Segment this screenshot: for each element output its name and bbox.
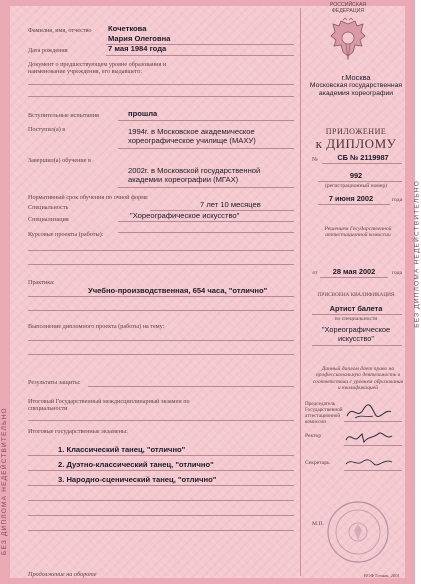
institution-value: Московская государственная академия хореографии: [309, 82, 403, 97]
qualification-value: Артист балета: [329, 304, 383, 313]
specialty-underline: [118, 221, 294, 222]
enrolled-label: Поступил(а) в: [28, 126, 66, 133]
practice-underline: [28, 296, 294, 297]
specialization-label: Специализация: [28, 216, 69, 223]
side-warning-right: БЕЗ ДИПЛОМА НЕДЕЙСТВИТЕЛЬНО: [414, 180, 421, 328]
chair-underline: [344, 421, 402, 422]
reg-number: 992: [349, 171, 363, 180]
rector-underline: [344, 445, 402, 446]
practice-value: Учебно-производственная, 654 часа, "отлично": [88, 286, 268, 295]
exam-3-underline: [28, 485, 294, 486]
duration-label: Нормативный срок обучения по очной форме: [28, 194, 148, 201]
thesis-line-1: [28, 340, 294, 341]
surname-label: Фамилия, имя, отчество: [28, 27, 92, 34]
coat-of-arms-emblem: [329, 18, 367, 62]
appendix-title-2: к ДИПЛОМУ: [315, 136, 397, 151]
entrance-label: Вступительные испытания: [28, 112, 99, 119]
qualification-specialty-underline: [312, 345, 402, 346]
enrolled-value: 1994г. в Московское академическое хореографическое училище (МАХУ): [128, 127, 256, 145]
surname-value: Кочеткова: [108, 24, 147, 33]
practice-label: Практика:: [28, 279, 55, 286]
country-label: РОССИЙСКАЯ ФЕДЕРАЦИЯ: [329, 2, 367, 14]
city-value: г.Москва: [341, 73, 371, 82]
issue-date: 7 июня 2002: [328, 194, 374, 203]
commission-year-suffix: года: [391, 270, 403, 276]
practice-line-2: [28, 310, 294, 311]
exam-2: 2. Дуэтно-классический танец, "отлично": [58, 460, 214, 469]
entrance-value: прошла: [128, 109, 158, 118]
reg-label: (регистрационный номер): [325, 183, 387, 189]
coursework-line-2: [28, 264, 294, 265]
footer-continued: Продолжение на обороте: [28, 571, 97, 578]
prior-edu-line-2: [28, 96, 294, 97]
exam-line-4: [28, 500, 294, 501]
defense-label: Результаты защиты:: [28, 379, 81, 386]
dob-label: Дата рождения: [28, 47, 68, 54]
prior-edu-line-1: [28, 84, 294, 85]
finished-underline: [118, 187, 294, 188]
issue-date-underline: [318, 204, 390, 205]
entrance-underline: [118, 120, 294, 121]
number-underline: [322, 163, 402, 164]
official-seal: [326, 500, 390, 564]
dob-value: 7 мая 1984 года: [108, 44, 167, 53]
secretary-signature: [344, 454, 394, 470]
secretary-underline: [344, 470, 402, 471]
chair-signature: [345, 402, 393, 422]
by-specialty-label: по специальности: [334, 316, 378, 322]
secretary-label: Секретарь: [305, 460, 330, 466]
specialization-underline: [118, 232, 294, 233]
exam-line-5: [28, 515, 294, 516]
coursework-label: Курсовые проекты (работы):: [28, 231, 104, 238]
finished-value: 2002г. в Московской государственной академии хореографии (МГАХ): [128, 166, 261, 184]
bottom-border: [0, 578, 415, 584]
given-names-value: Мария Олеговна: [108, 34, 171, 43]
number-prefix: №: [312, 156, 318, 163]
specialty-value: "Хореографическое искусство": [130, 211, 240, 220]
interdisc-label: Итоговый Государственный междисциплинарный экзамен по специальности: [28, 398, 190, 413]
chair-label: Председатель Государственной аттестационной комиссии: [305, 401, 343, 425]
reg-underline: [318, 181, 402, 182]
rector-label: Ректор: [305, 433, 322, 439]
qualification-underline: [312, 314, 402, 315]
duration-value: 7 лет 10 месяцев: [200, 200, 261, 209]
prior-edu-label: Документ о предшествующем уровне образования и наименование учреждения, его выдавшего:: [28, 61, 167, 76]
validity-note: Данный диплом дает право на профессиональную деятельность в соответствии с уровнем образования и квалификацией: [312, 366, 404, 392]
exam-3: 3. Народно-сценический танец, "отлично": [58, 475, 217, 484]
defense-underline: [88, 386, 294, 387]
diploma-number: СБ № 2119987: [337, 153, 389, 162]
thesis-line-2: [28, 354, 294, 355]
commission-date-underline: [320, 277, 388, 278]
enrolled-underline: [118, 148, 294, 149]
side-warning-left: БЕЗ ДИПЛОМА НЕДЕЙСТВИТЕЛЬНО: [1, 407, 8, 555]
qualification-specialty: "Хореографическое искусство": [321, 325, 391, 343]
exam-line-6: [28, 530, 294, 531]
finished-label: Завершил(а) обучение в: [28, 157, 91, 164]
from-label: от: [312, 270, 318, 276]
commission-date: 28 мая 2002: [332, 267, 376, 276]
exam-1: 1. Классический танец, "отлично": [58, 445, 186, 454]
exam-2-underline: [28, 470, 294, 471]
stamp-label: М.П.: [312, 521, 324, 527]
rector-signature: [344, 428, 394, 446]
thesis-label: Выполнение дипломного проекта (работы) на тему:: [28, 323, 165, 330]
qualification-label: ПРИСВОЕНА КВАЛИФИКАЦИЯ: [317, 292, 395, 298]
final-exams-label: Итоговые государственные экзамены:: [28, 428, 128, 435]
print-note: ВОФ Гознак, 2001: [364, 573, 400, 578]
column-divider: [300, 8, 301, 576]
commission-label: Решением Государственной аттестационной комиссии: [324, 226, 392, 239]
exam-1-underline: [28, 455, 294, 456]
specialty-label: Специальность: [28, 204, 69, 211]
issue-year-suffix: года: [391, 197, 403, 203]
dob-underline: [106, 55, 294, 56]
coursework-line-1: [28, 250, 294, 251]
interdisc-underline: [28, 420, 294, 421]
appendix-title-1: ПРИЛОЖЕНИЕ: [325, 127, 387, 136]
